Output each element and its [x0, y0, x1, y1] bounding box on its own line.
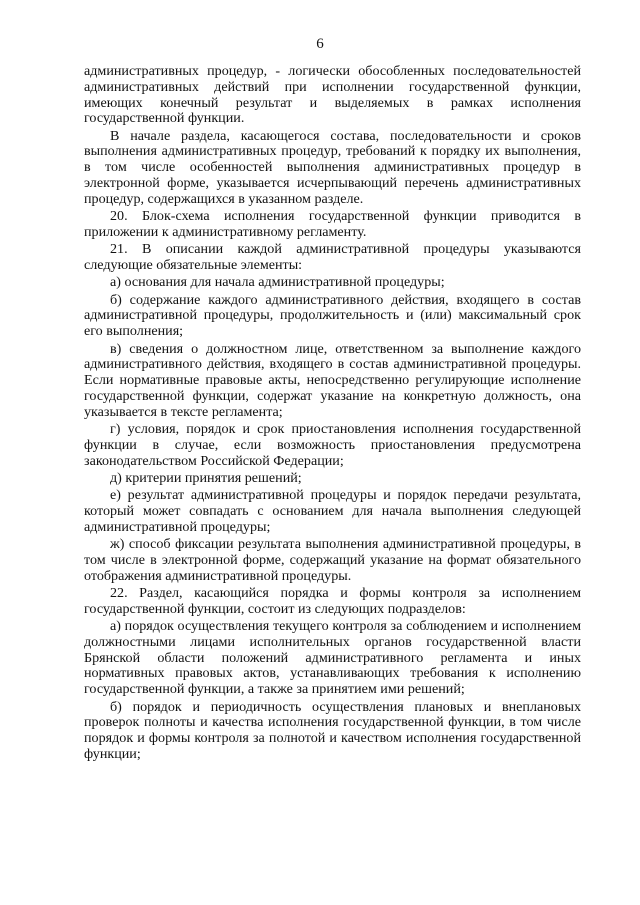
paragraph: 22. Раздел, касающийся порядка и формы контроля за исполнением государственной функции, состоит из следующих подразделов: [84, 585, 581, 617]
paragraph: административных процедур, - логически обособленных последовательностей административных действий при исполнении государственной функции, имеющих конечный результат и выделяемых в рамках исполнения государственной функции. [84, 63, 581, 127]
list-item: а) порядок осуществления текущего контроля за соблюдением и исполнением должностными лицами исполнительных органов государственной власти Брянской области положений административного регламента и иных нормативных правовых актов, устанавливающих требования к исполнению государственной функции, а также за принятием ими решений; [84, 618, 581, 698]
list-item: г) условия, порядок и срок приостановления исполнения государственной функции в случае, если возможность приостановления предусмотрена законодательством Российской Федерации; [84, 421, 581, 469]
list-item: в) сведения о должностном лице, ответственном за выполнение каждого административного действия, входящего в состав административной процедуры. Если нормативные правовые акты, непосредственно регулирующие исполнение государственной функции, содержат указание на конкретную должность, она указывается в тексте регламента; [84, 340, 581, 420]
list-item: а) основания для начала административной процедуры; [110, 274, 445, 291]
paragraph: В начале раздела, касающегося состава, последовательности и сроков выполнения административных процедур, требований к порядку их выполнения, в том числе особенностей выполнения административных процедур в электронной форме, указывается исчерпывающий перечень административных процедур, содержащихся в указанном разделе. [84, 127, 581, 207]
paragraph: 21. В описании каждой административной процедуры указываются следующие обязательные элементы: [84, 241, 581, 274]
list-item: д) критерии принятия решений; [110, 469, 302, 486]
list-item: б) содержание каждого административного действия, входящего в состав административной процедуры, продолжительность и (или) максимальный срок его выполнения; [84, 291, 581, 340]
page-number: 6 [316, 36, 324, 52]
list-item: ж) способ фиксации результата выполнения административной процедуры, в том числе в электронной форме, содержащий указание на формат обязательного отображения административной процедуры. [84, 536, 581, 584]
page-body [84, 64, 581, 764]
list-item: е) результат административной процедуры и порядок передачи результата, который может совпадать с основанием для начала выполнения следующей административной процедуры; [84, 487, 581, 535]
list-item: б) порядок и периодичность осуществления плановых и внеплановых проверок полноты и качества исполнения государственной функции, в том числе порядок и формы контроля за полнотой и качеством исполнения государственной функции; [84, 698, 581, 762]
paragraph: 20. Блок-схема исполнения государственной функции приводится в приложении к административному регламенту. [84, 208, 581, 240]
